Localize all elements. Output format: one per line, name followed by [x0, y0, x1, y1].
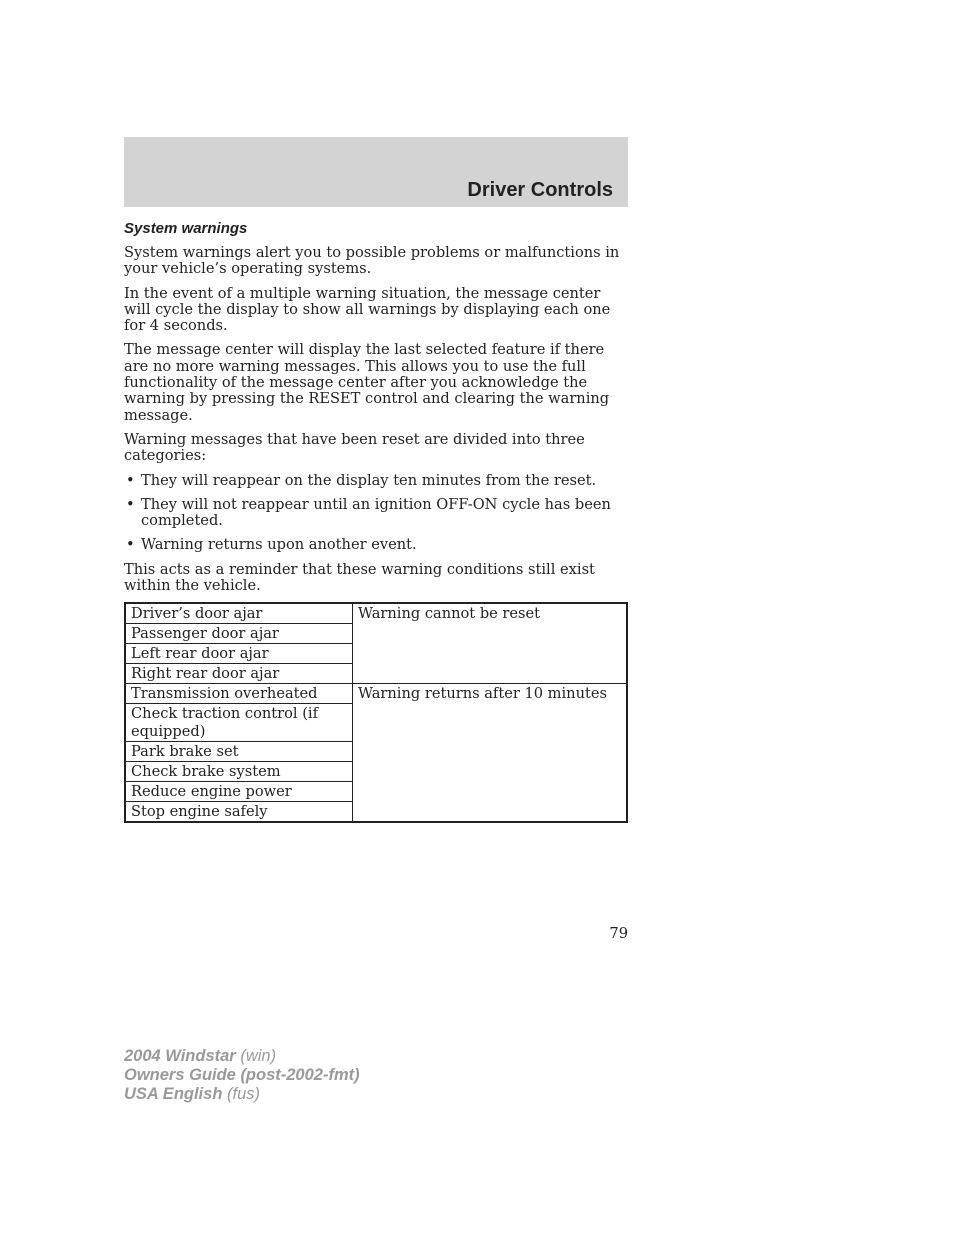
footer-model: 2004 Windstar: [124, 1047, 236, 1065]
footer-language-code: (fus): [227, 1085, 260, 1103]
list-item-text: They will reappear on the display ten minutes from the reset.: [141, 471, 597, 489]
table-row: [125, 684, 627, 704]
warning-item: Passenger door ajar: [125, 624, 353, 644]
paragraph: In the event of a multiple warning situation, the message center will cycle the display to show all warnings by displaying each one for 4 seconds.: [124, 284, 611, 335]
header-band: [124, 137, 628, 207]
warning-item: Park brake set: [125, 742, 353, 762]
footer-line: [124, 1047, 360, 1066]
footer-guide: Owners Guide (post-2002-fmt): [124, 1066, 360, 1084]
closing-paragraph: This acts as a reminder that these warning conditions still exist within the vehicle.: [124, 560, 595, 595]
warning-item: Stop engine safely: [125, 802, 353, 823]
paragraph: Warning messages that have been reset are divided into three categories:: [124, 430, 585, 465]
footer-model-code: (win): [240, 1047, 277, 1065]
bullet-marker: •: [126, 495, 135, 513]
footer-line: [124, 1066, 360, 1085]
list-item-text: Warning returns upon another event.: [141, 536, 417, 554]
footer-language: USA English: [124, 1085, 223, 1103]
table-row: [125, 603, 627, 624]
warning-item: Left rear door ajar: [125, 644, 353, 664]
paragraph: System warnings alert you to possible problems or malfunctions in your vehicle’s operating systems.: [124, 244, 620, 278]
main-content: [124, 220, 628, 823]
bullet-list: [124, 473, 628, 554]
footer-line: [124, 1085, 360, 1104]
warning-item: Right rear door ajar: [125, 664, 353, 684]
section-heading: System warnings: [124, 220, 248, 237]
warning-item: Check traction control (if equipped): [125, 704, 353, 742]
warning-item: Reduce engine power: [125, 782, 353, 802]
warnings-table: [124, 602, 628, 823]
page-title: Driver Controls: [467, 179, 613, 201]
paragraph: The message center will display the last selected feature if there are no more warning messages. This allows you to use the full functionality of the message center after you acknowledge the warning by pressing the RESET control and clearing the warning message.: [124, 341, 610, 424]
footer: [124, 1047, 360, 1104]
warning-status: Warning returns after 10 minutes: [353, 684, 628, 823]
bullet-marker: •: [126, 536, 135, 554]
warning-status: Warning cannot be reset: [353, 603, 628, 684]
warning-item: Driver’s door ajar: [125, 603, 353, 624]
list-item: [124, 497, 628, 530]
bullet-marker: •: [126, 471, 135, 489]
warning-item: Transmission overheated: [125, 684, 353, 704]
warning-item: Check brake system: [125, 762, 353, 782]
list-item: [124, 537, 628, 553]
list-item-text: They will not reappear until an ignition OFF-ON cycle has been completed.: [141, 495, 611, 530]
page-number: 79: [609, 925, 628, 942]
list-item: [124, 473, 628, 489]
